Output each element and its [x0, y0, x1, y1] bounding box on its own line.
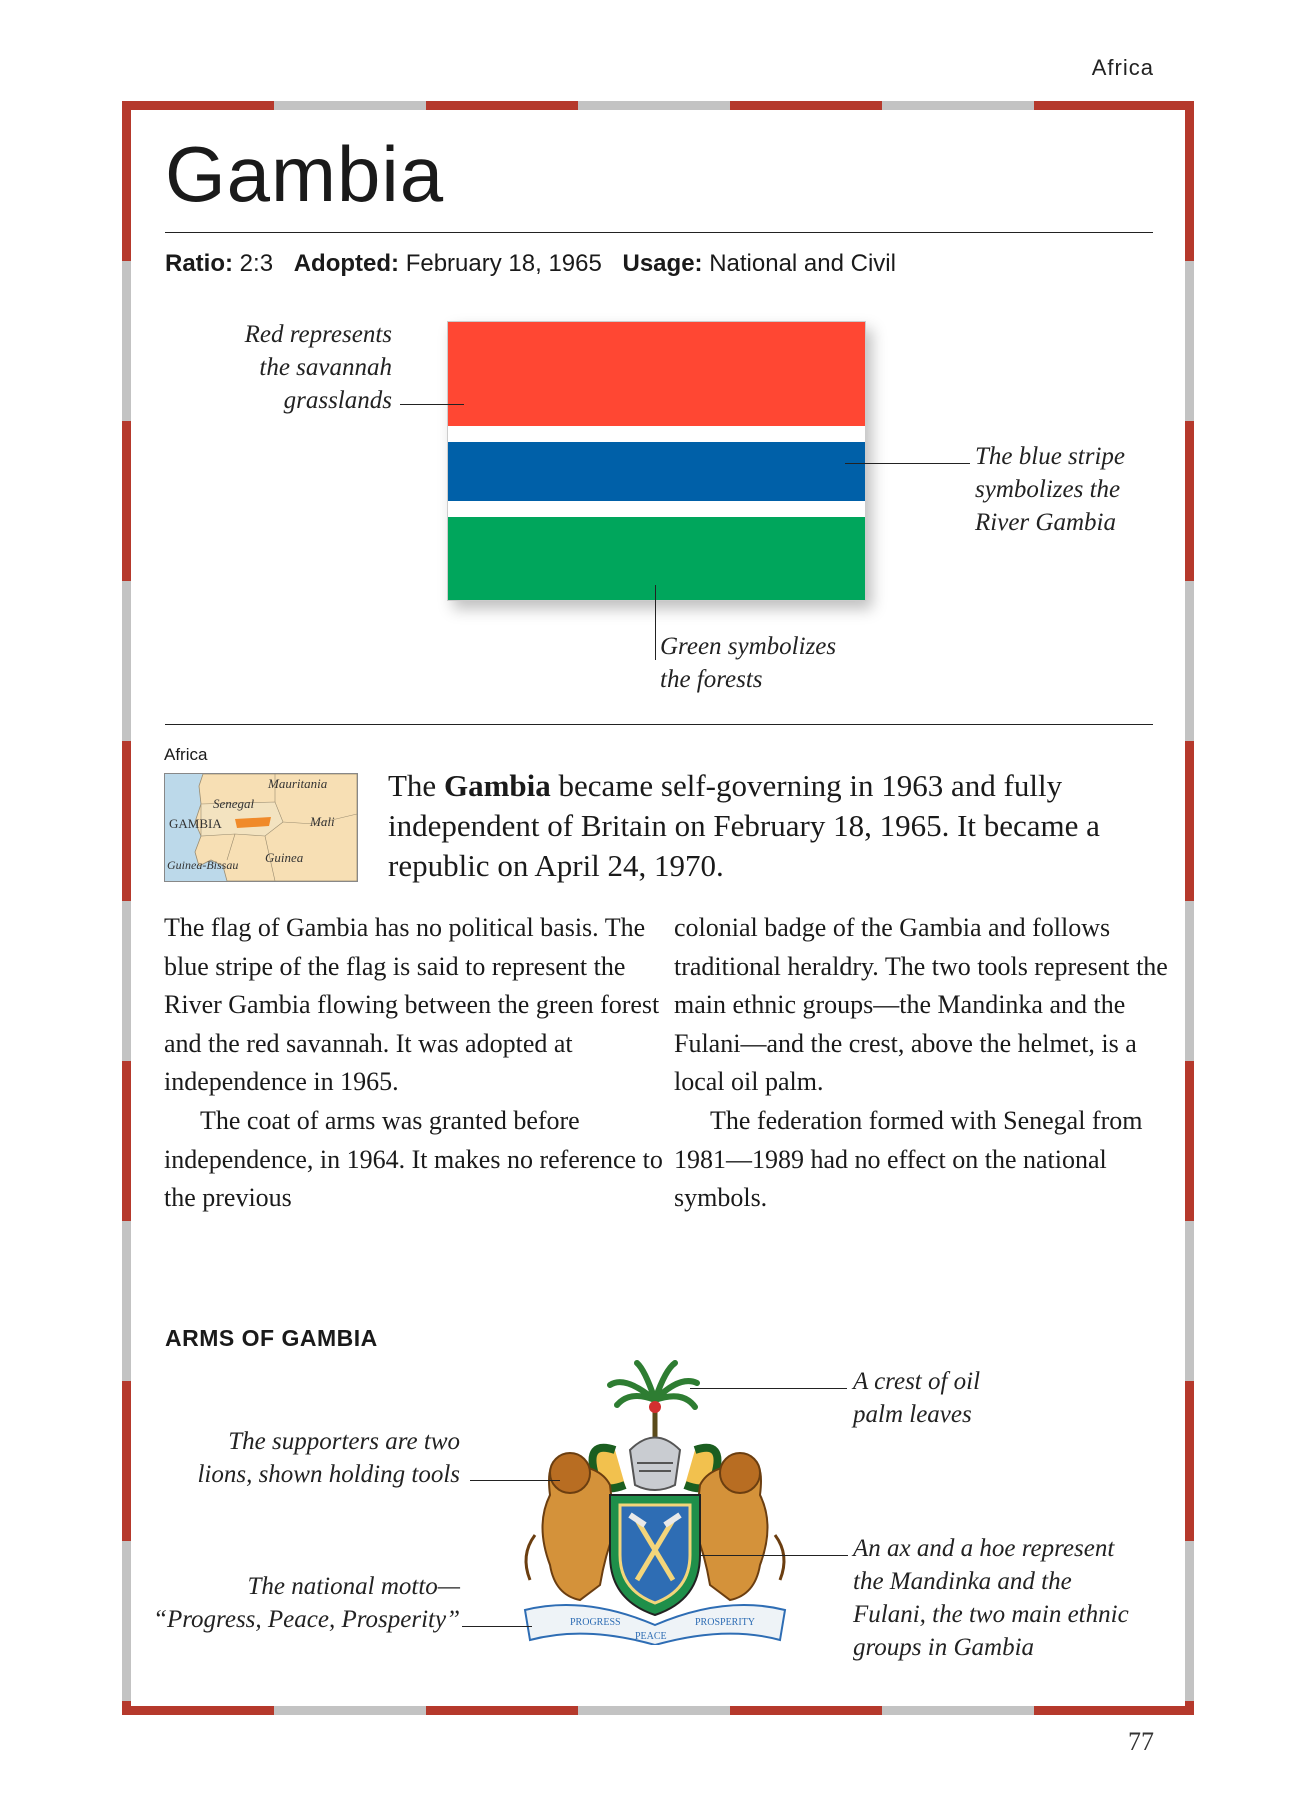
- adopted-label: Adopted:: [293, 250, 400, 277]
- callout-green: Green symbolizes the forests: [660, 633, 837, 693]
- body-paragraph: The federation formed with Senegal from 1981—1989 had no effect on the national symbols.: [674, 1105, 1143, 1213]
- helmet: [630, 1438, 680, 1491]
- map-label-senegal: Senegal: [213, 796, 255, 811]
- map-label-guinea-bissau: Guinea-Bissau: [167, 858, 239, 872]
- map-label-gambia: GAMBIA: [169, 816, 222, 831]
- arms-heading: ARMS OF GAMBIA: [165, 1325, 378, 1351]
- motto-word-prosperity: PROSPERITY: [695, 1617, 756, 1628]
- body-paragraph: The flag of Gambia has no political basis. The blue stripe of the flag is said to represent the River Gambia flowing between the green forest and the red savannah. It was adopted at independence in 1965.: [164, 913, 660, 1097]
- callout-tools: An ax and a hoe represent the Mandinka and the Fulani, the two main ethnic groups in Gambia: [853, 1535, 1129, 1661]
- motto-word-peace: PEACE: [635, 1631, 667, 1642]
- adopted-value: February 18, 1965: [405, 250, 602, 277]
- ratio-value: 2:3: [239, 250, 274, 277]
- lion-supporter-left: [526, 1453, 615, 1600]
- body-paragraph: colonial badge of the Gambia and follows traditional heraldry. The two tools represent the main ethnic groups—the Mandinka and the Fulani—and the crest, above the helmet, is a local oil palm.: [674, 913, 1168, 1097]
- map-label-mali: Mali: [310, 814, 335, 829]
- flag-white-fimbriation-top: [448, 426, 865, 441]
- leader-green: [655, 585, 656, 660]
- body-paragraph: The coat of arms was granted before independence, in 1964. It makes no reference to the previous: [164, 1105, 663, 1213]
- intro-country-name: Gambia: [443, 768, 551, 803]
- lion-supporter-right: [695, 1453, 784, 1600]
- page-title: Gambia: [165, 130, 445, 218]
- flag-of-gambia: [447, 321, 866, 601]
- page-number: 77: [1128, 1727, 1154, 1756]
- map-label-mauritania: Mauritania: [268, 776, 328, 791]
- coat-of-arms-illustration: [505, 1355, 805, 1645]
- intro-paragraph: The Gambia became self-governing in 1963 and fully independent of Britain on February 18, 1965. It became a republic on April 24, 1970.: [388, 768, 1100, 883]
- page-frame-top: [122, 101, 1194, 110]
- usage-value: National and Civil: [709, 250, 896, 277]
- page-frame-left: [122, 101, 131, 1715]
- flag-red-band: [448, 322, 865, 426]
- page-frame-right: [1185, 101, 1194, 1715]
- page-frame-bottom: [122, 1706, 1194, 1715]
- section-label: Africa: [1091, 55, 1154, 80]
- leader-blue: [845, 463, 970, 464]
- body-column-left: [164, 909, 664, 1218]
- map-caption: Africa: [164, 745, 208, 764]
- leader-tools: [700, 1555, 848, 1556]
- callout-motto: The national motto— “Progress, Peace, Prosperity”: [153, 1573, 460, 1633]
- usage-label: Usage:: [622, 250, 703, 277]
- leader-red: [400, 404, 464, 405]
- callout-blue: The blue stripe symbolizes the River Gambia: [975, 443, 1125, 536]
- leader-crest: [690, 1388, 847, 1389]
- locator-map: [164, 773, 358, 882]
- section-rule: [165, 724, 1153, 725]
- title-rule: [165, 232, 1153, 233]
- leader-supporters: [470, 1480, 560, 1481]
- callout-supporters: The supporters are two lions, shown holding tools: [197, 1428, 460, 1488]
- ratio-label: Ratio:: [165, 250, 233, 277]
- flag-green-band: [448, 517, 865, 600]
- flag-blue-band: [448, 442, 865, 502]
- body-column-right: [674, 909, 1174, 1218]
- leader-motto: [462, 1626, 532, 1627]
- shield: [610, 1495, 700, 1615]
- flag-white-fimbriation-bottom: [448, 501, 865, 516]
- map-label-guinea: Guinea: [265, 850, 304, 865]
- flag-meta-line: [165, 250, 896, 278]
- callout-crest: A crest of oil palm leaves: [853, 1368, 981, 1428]
- callout-red: Red represents the savannah grasslands: [244, 321, 392, 414]
- motto-word-progress: PROGRESS: [570, 1617, 621, 1628]
